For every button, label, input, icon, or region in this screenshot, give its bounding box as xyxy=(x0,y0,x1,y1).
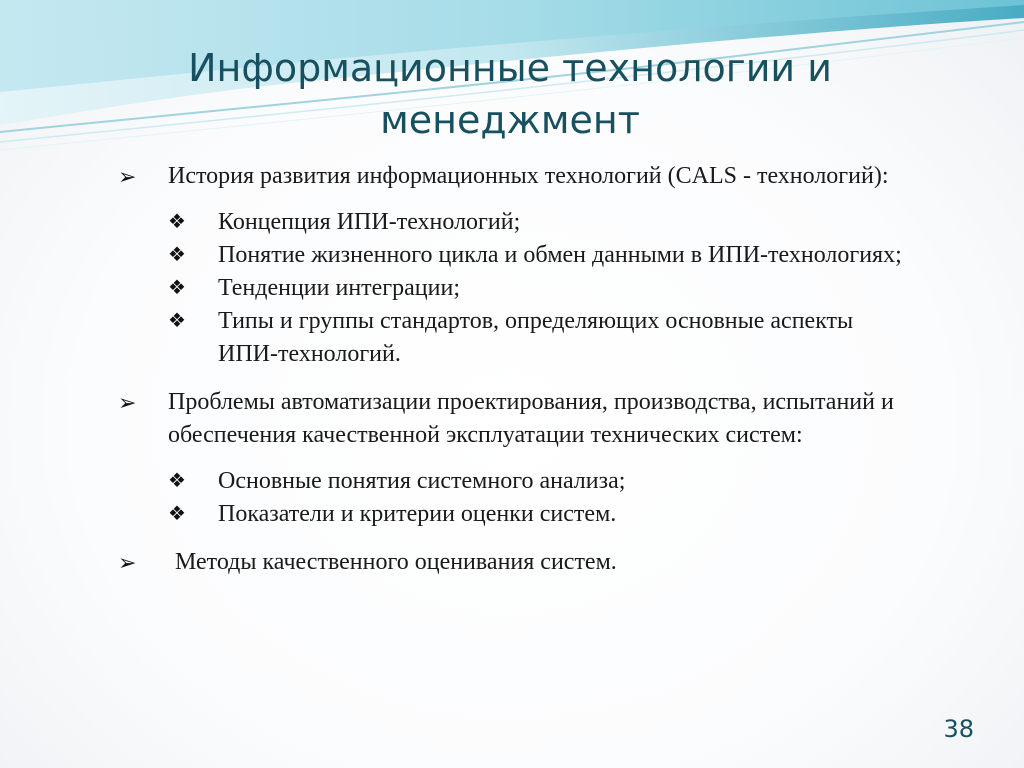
sub-list-item-text: Концепция ИПИ-технологий; xyxy=(218,209,521,235)
sub-list-item xyxy=(118,206,918,239)
sub-list-item-text: Основные понятия системного анализа; xyxy=(218,468,626,494)
sub-list-item-text: Показатели и критерии оценки систем. xyxy=(218,501,617,527)
arrow-bullet-icon: ➢ xyxy=(118,164,137,189)
diamond-bullet-icon: ❖ xyxy=(168,470,186,492)
list-item-text: История развития информационных технологий (CALS - технологий): xyxy=(168,163,889,189)
diamond-bullet-icon: ❖ xyxy=(168,244,186,266)
diamond-bullet-icon: ❖ xyxy=(168,211,186,233)
slide-content xyxy=(118,160,918,579)
sub-list-item xyxy=(118,305,918,371)
diamond-bullet-icon: ❖ xyxy=(168,310,186,332)
sub-list-item xyxy=(118,239,918,272)
list-item-text: Методы качественного оценивания систем. xyxy=(175,549,617,575)
sub-list-item-text: Тенденции интеграции; xyxy=(218,275,461,301)
list-item-text: Проблемы автоматизации проектирования, производства, испытаний и обеспечения качественной эксплуатации технических систем: xyxy=(168,389,894,448)
list-item xyxy=(118,546,918,579)
sub-list-item xyxy=(118,272,918,305)
slide-title: Информационные технологии и менеджмент xyxy=(188,46,832,142)
sub-list-item xyxy=(118,465,918,498)
arrow-bullet-icon: ➢ xyxy=(118,390,137,415)
sub-list-item xyxy=(118,498,918,531)
sub-list-item-text: Понятие жизненного цикла и обмен данными в ИПИ-технологиях; xyxy=(218,242,902,268)
list-item xyxy=(118,160,918,193)
diamond-bullet-icon: ❖ xyxy=(168,503,186,525)
sub-list-item-text: Типы и группы стандартов, определяющих основные аспекты ИПИ-технологий. xyxy=(218,308,854,367)
arrow-bullet-icon: ➢ xyxy=(118,550,137,575)
list-item xyxy=(118,386,918,452)
diamond-bullet-icon: ❖ xyxy=(168,277,186,299)
page-number: 38 xyxy=(943,715,974,743)
